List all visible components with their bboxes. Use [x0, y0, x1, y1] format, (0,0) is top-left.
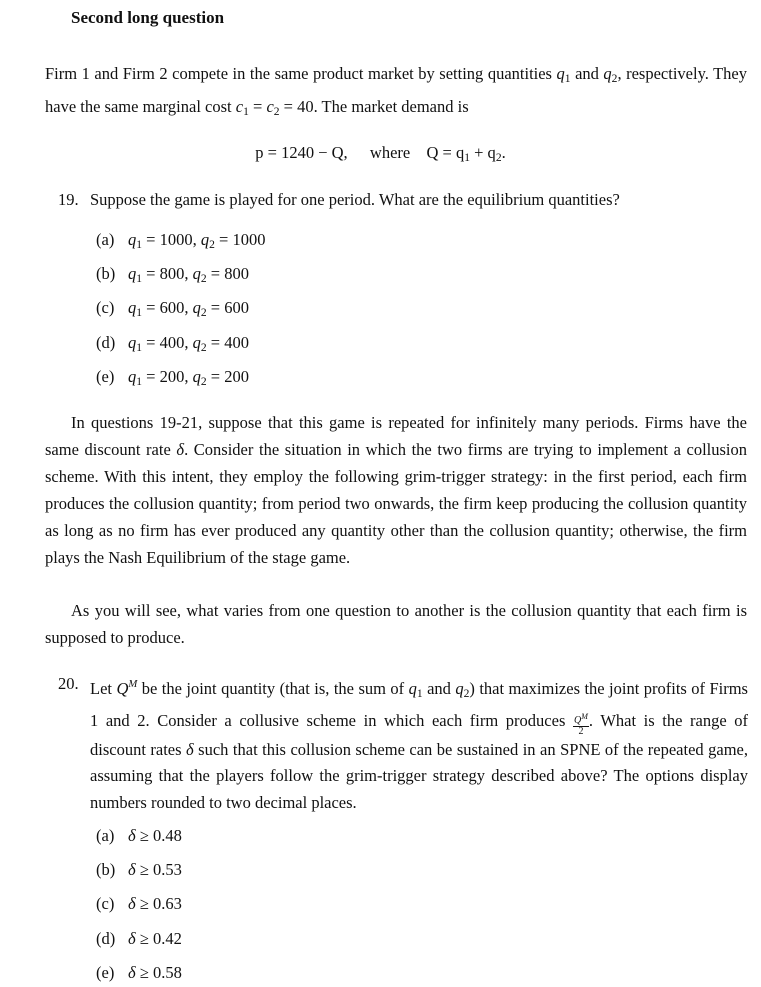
- marginal-cost-value: 40: [297, 97, 314, 116]
- q19-option-e-label: (e): [96, 367, 115, 386]
- q20-option-b[interactable]: (b) δ ≥ 0.53: [96, 860, 182, 879]
- q19-option-e-q1: 200: [159, 367, 185, 386]
- demand-equation: p = 1240 − Q, where $Q = q_1 + q_2$.: [255, 143, 506, 164]
- q20-text-a: Let: [90, 679, 117, 698]
- q20-option-a-label: (a): [96, 826, 115, 845]
- q19-option-d[interactable]: (d) $q_1 = 400$, $q_2 = 400$: [96, 333, 249, 354]
- q19-option-b-label: (b): [96, 264, 116, 283]
- q20-text-b: be the joint quantity (that is, the sum of: [137, 679, 409, 698]
- q19-option-e-q2: 200: [224, 367, 249, 386]
- repeated-text-2: . Consider the situation in which the two firms are trying to implement a collusion scheme. With this intent, they employ the following grim-trigger strategy: in the first period, each firm produces the collusion quantity; from period two onwards, the firm keep producing the collusion quantity as long as no firm has ever produced any quantity other than the collusion quantity; otherwise, the firm plays the Nash Equilibrium of the stage game.: [45, 440, 747, 567]
- section-heading: Second long question: [71, 8, 225, 27]
- question-20-number: 20.: [58, 674, 79, 693]
- q19-option-c-q1: 600: [159, 298, 185, 317]
- q19-option-c-label: (c): [96, 298, 115, 317]
- q20-text-e: . What is the range of discount rates: [90, 710, 749, 759]
- q19-option-d-label: (d): [96, 333, 116, 352]
- q20-option-c-label: (c): [96, 894, 115, 913]
- intro-text-2: respectively. They have the same marginal cost: [45, 64, 748, 116]
- q20-option-c-value: 0.63: [152, 894, 182, 913]
- q19-option-b-q2: 800: [224, 264, 249, 283]
- q19-option-a-label: (a): [96, 230, 115, 249]
- q20-option-e-label: (e): [96, 963, 115, 982]
- q20-option-a[interactable]: (a) δ ≥ 0.48: [96, 826, 182, 845]
- question-19-number: 19.: [58, 190, 79, 209]
- intro-text-1: Firm 1 and Firm 2 compete in the same product market by setting quantities: [45, 64, 557, 83]
- intro-comma: ,: [617, 64, 622, 83]
- q20-option-a-value: 0.48: [152, 826, 182, 845]
- q19-option-b[interactable]: (b) $q_1 = 800$, $q_2 = 800$: [96, 264, 249, 285]
- repeated-game-paragraph: In questions 19-21, suppose that this game is repeated for infinitely many periods. Firms have the same discount rate δ. Consider the situation in which the two firms are trying to implement a collusion scheme. With this intent, they employ the following grim-trigger strategy: in the first period, each firm produces the collusion quantity; from period two onwards, the firm keep producing the collusion quantity as long as no firm has ever produced any quantity other than the collusion quantity; otherwise, the firm plays the Nash Equilibrium of the stage game.: [45, 413, 747, 567]
- q19-option-d-q1: 400: [159, 333, 185, 352]
- q19-option-c-q2: 600: [224, 298, 249, 317]
- demand-end: .: [501, 143, 506, 162]
- q20-option-e[interactable]: (e) δ ≥ 0.58: [96, 963, 182, 982]
- q20-option-d-label: (d): [96, 929, 116, 948]
- q20-option-e-value: 0.58: [152, 963, 182, 982]
- q19-option-c[interactable]: (c) $q_1 = 600$, $q_2 = 600$: [96, 298, 249, 319]
- intro-and: and: [570, 64, 604, 83]
- q20-text-d: ) that maximizes the joint profits of Firms 1 and 2. Consider a collusive scheme in which each firm produces: [90, 679, 748, 730]
- q19-option-d-q2: 400: [224, 333, 249, 352]
- half-qm-fraction: $\frac{Q^M}{2}$: [573, 711, 588, 737]
- question-20-text: Let $Q^M$ be the joint quantity (that is, the sum of $q_1$ and $q_2$) that maximizes the joint profits of Firms 1 and 2. Consider a collusive scheme in which each firm produces $\frac{Q^M}{2}$ . What is the range of discount rates δ such that this collusion scheme can be sustained in an SPNE of the repeated game, assuming that the players follow the grim-trigger strategy described above? The options display numbers rounded to two decimal places.: [90, 678, 749, 812]
- intro-paragraph: Firm 1 and Firm 2 compete in the same product market by setting quantities $q_1$ and $q_2$, respectively. They have the same marginal cost $c_1 = c_2 = 40$. The market demand is: [45, 64, 748, 118]
- q20-option-b-value: 0.53: [152, 860, 182, 879]
- q19-option-a-q2: 1000: [232, 230, 266, 249]
- demand-where: where: [369, 143, 411, 162]
- q20-option-b-label: (b): [96, 860, 116, 879]
- demand-plus: + q: [470, 143, 496, 162]
- q19-option-e[interactable]: (e) $q_1 = 200$, $q_2 = 200$: [96, 367, 249, 388]
- demand-lhs: p = 1240 − Q,: [255, 143, 348, 162]
- q20-text-f: such that this collusion scheme can be sustained in an SPNE of the repeated game, assuming that the players follow the grim-trigger strategy described above? The options display numbers rounded to two decimal places.: [90, 739, 748, 812]
- question-20: [58, 671, 748, 816]
- q20-text-c: and: [422, 679, 456, 698]
- collusion-note-paragraph: As you will see, what varies from one question to another is the collusion quantity that each firm is supposed to produce.: [45, 601, 747, 647]
- q19-option-a-q1: 1000: [159, 230, 193, 249]
- demand-rhs: Q = q: [426, 143, 465, 162]
- question-19-text: Suppose the game is played for one period. What are the equilibrium quantities?: [90, 190, 620, 209]
- q19-option-b-q1: 800: [159, 264, 185, 283]
- q20-option-d[interactable]: (d) δ ≥ 0.42: [96, 929, 182, 948]
- repeated-text-1: In questions 19-21, suppose that this game is repeated for infinitely many periods. Firms have the same discount rate: [45, 413, 747, 459]
- q20-option-d-value: 0.42: [152, 929, 182, 948]
- q20-option-c[interactable]: (c) δ ≥ 0.63: [96, 894, 182, 913]
- q19-option-a[interactable]: (a) $q_1 = 1000$, $q_2 = 1000$: [96, 230, 266, 251]
- question-19: [58, 187, 748, 214]
- intro-text-3: . The market demand is: [313, 97, 469, 116]
